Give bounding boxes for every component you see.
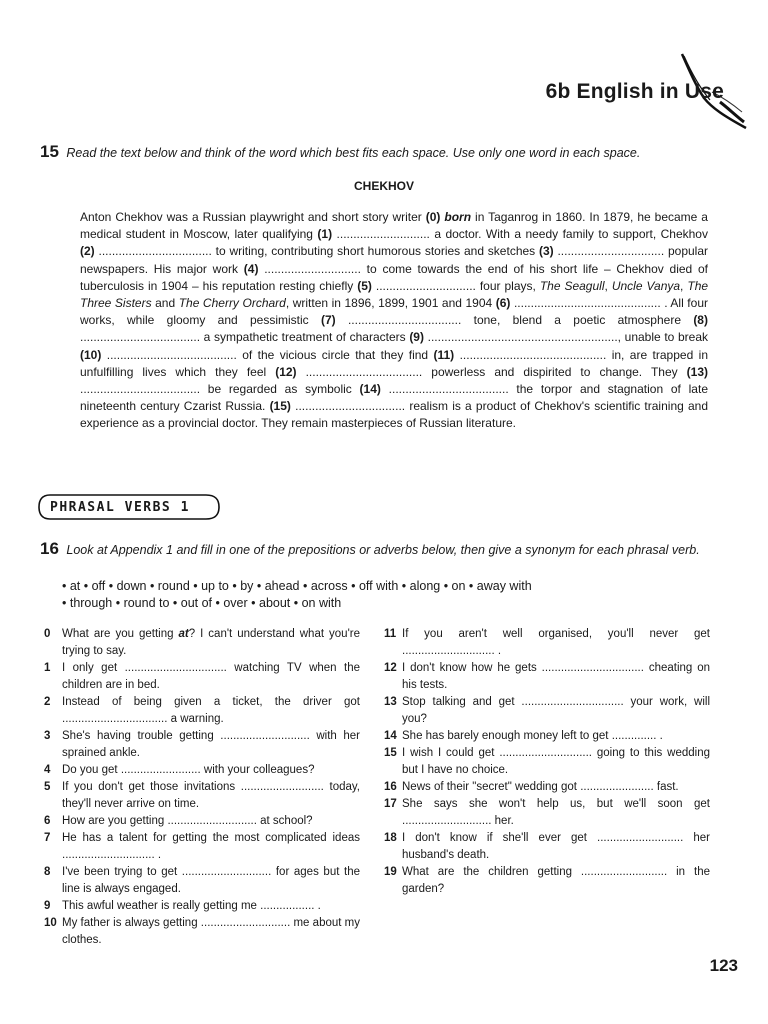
item-number: 0 (44, 628, 51, 640)
exercise-item-6 (44, 813, 360, 830)
item-number: 7 (44, 832, 51, 844)
item-sentence: How are you getting ............................ at school? (62, 815, 313, 827)
item-sentence: I only get ................................ watching TV when the children are in bed. (62, 662, 360, 691)
exercise-item-18 (384, 830, 710, 864)
exercise-item-19 (384, 864, 710, 898)
item-sentence: My father is always getting ............................ me about my clothes. (62, 917, 360, 946)
task-15-instruction: Read the text below and think of the word which best fits each space. Use only one word in each space. (66, 146, 641, 160)
exercise-item-10 (44, 915, 360, 949)
exercise-item-2 (44, 694, 360, 728)
item-sentence: What are you getting at? I can't understand what you're trying to say. (62, 628, 360, 657)
item-number: 10 (44, 917, 57, 929)
item-sentence: He has a talent for getting the most complicated ideas ............................. . (62, 832, 360, 861)
exercise-items-right-column (384, 626, 710, 898)
item-sentence: News of their "secret" wedding got ....................... fast. (402, 781, 679, 793)
item-number: 9 (44, 900, 51, 912)
item-number: 2 (44, 696, 51, 708)
exercise-item-14 (384, 728, 710, 745)
exercise-items-left-column (44, 626, 360, 949)
exercise-item-9 (44, 898, 360, 915)
item-number: 4 (44, 764, 51, 776)
exercise-item-0 (44, 626, 360, 660)
item-sentence: What are the children getting ........................... in the garden? (402, 866, 710, 895)
exercise-item-3 (44, 728, 360, 762)
exercise-item-7 (44, 830, 360, 864)
item-sentence: Stop talking and get ................................ your work, will you? (402, 696, 710, 725)
exercise-item-12 (384, 660, 710, 694)
item-sentence: Do you get ......................... with your colleagues? (62, 764, 315, 776)
item-sentence: Instead of being given a ticket, the driver got ................................. a warning. (62, 696, 360, 725)
chekhov-gapped-text: Anton Chekhov was a Russian playwright and short story writer (0) born in Taganrog in 1860. In 1879, he became a medical student in Moscow, later qualifying (1) ............................ a doctor. With a needy family to support, Chekhov (2) .................................. to writing, contributing short humorous stories and sketches (3) ................................ popular newspapers. His major work (4) ............................. to come towards the end of his short life – Chekhov died of tuberculosis in 1904 – his reputation resting chiefly (5) .............................. four plays, The Seagull, Uncle Vanya, The Three Sisters and The Cherry Orchard, written in 1896, 1899, 1901 and 1904 (6) ............................................ . All four works, while gloomy and pessimistic (7) .................................. tone, blend a poetic atmosphere (8) .................................... a sympathetic treatment of characters (9) ........................................................., unable to break (10) ....................................... of the vicious circle that they find (11) ............................................ in, are trapped in unfulfilling lives which they feel (12) ................................... powerless and dispirited to change. They (13) .................................... be regarded as symbolic (14) .................................... the torpor and stagnation of late nineteenth century Czarist Russia. (15) ................................. realism is a product of Chekhov's scientific training and experience as a provincial doctor. They remain masterpieces of Russian literature. (80, 210, 709, 431)
word-bank-line-1: • at • off • down • round • up to • by • ahead • across • off with • along • on • away with (62, 579, 532, 593)
item-number: 16 (384, 781, 397, 793)
task-15-instruction-line (40, 143, 730, 162)
text-title: CHEKHOV (353, 179, 414, 193)
page-number: 123 (709, 956, 738, 975)
item-number: 14 (384, 730, 397, 742)
item-sentence: I've been trying to get ............................ for ages but the line is always engaged. (62, 866, 360, 895)
page-header-title: 6b English in Use (545, 80, 724, 103)
item-sentence: If you don't get those invitations .......................... today, they'll never arrive on time. (62, 781, 360, 810)
item-sentence: I don't know how he gets ................................ cheating on his tests. (402, 662, 710, 691)
item-number: 15 (384, 747, 397, 759)
item-number: 19 (384, 866, 397, 878)
exercise-item-16 (384, 779, 710, 796)
task-16-instruction-line (40, 540, 720, 559)
item-sentence: I wish I could get ............................. going to this wedding but I have no choice. (402, 747, 710, 776)
task-16-number: 16 (40, 539, 59, 558)
exercise-item-11 (384, 626, 710, 660)
exercise-item-17 (384, 796, 710, 830)
item-sentence: She says she won't help us, but we'll soon get ............................ her. (402, 798, 710, 827)
exercise-item-4 (44, 762, 360, 779)
item-number: 6 (44, 815, 51, 827)
task-15-number: 15 (40, 142, 59, 161)
item-number: 3 (44, 730, 51, 742)
exercise-item-15 (384, 745, 710, 779)
exercise-item-5 (44, 779, 360, 813)
item-sentence: If you aren't well organised, you'll never get ............................. . (402, 628, 710, 657)
item-sentence: She's having trouble getting ............................ with her sprained ankle. (62, 730, 360, 759)
item-number: 18 (384, 832, 397, 844)
item-number: 8 (44, 866, 51, 878)
item-number: 12 (384, 662, 397, 674)
item-sentence: I don't know if she'll ever get ........................... her husband's death. (402, 832, 710, 861)
item-number: 5 (44, 781, 51, 793)
exercise-item-1 (44, 660, 360, 694)
task-16-instruction: Look at Appendix 1 and fill in one of the prepositions or adverbs below, then give a synonym for each phrasal verb. (66, 543, 700, 557)
word-bank (62, 578, 722, 612)
item-sentence: This awful weather is really getting me ................. . (62, 900, 321, 912)
item-number: 1 (44, 662, 51, 674)
item-number: 17 (384, 798, 397, 810)
item-number: 13 (384, 696, 397, 708)
word-bank-line-2: • through • round to • out of • over • about • on with (62, 596, 342, 610)
item-sentence: She has barely enough money left to get .............. . (402, 730, 663, 742)
exercise-item-8 (44, 864, 360, 898)
section-banner-label: PHRASAL VERBS 1 (50, 500, 190, 515)
exercise-item-13 (384, 694, 710, 728)
item-number: 11 (384, 628, 397, 640)
